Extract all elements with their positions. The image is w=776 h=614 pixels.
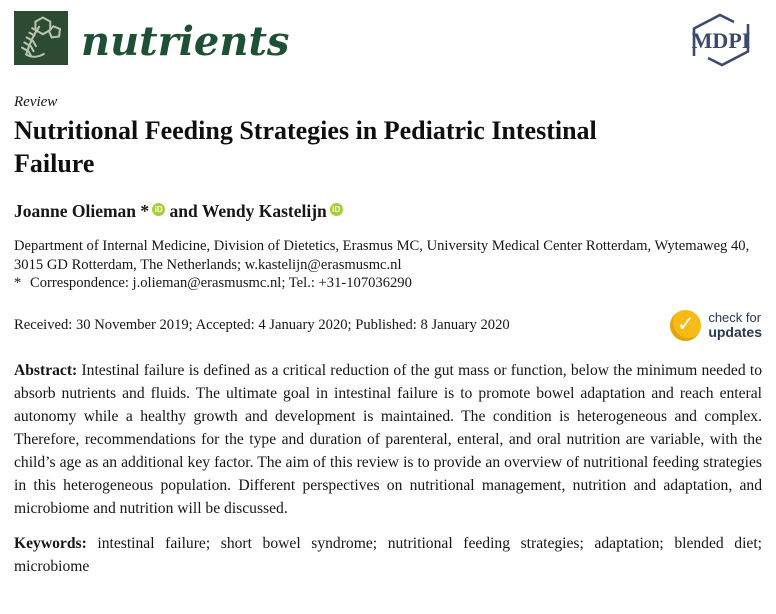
wheat-molecule-icon xyxy=(16,11,66,66)
authors-line xyxy=(14,201,762,222)
correspondence-marker: * xyxy=(14,275,22,292)
badge-line1: check for xyxy=(708,310,762,326)
check-for-updates-badge[interactable] xyxy=(670,310,762,341)
badge-text xyxy=(708,311,762,340)
author-name: Joanne Olieman * xyxy=(14,201,150,221)
abstract-label: Abstract: xyxy=(14,361,78,379)
orcid-icon[interactable]: iD xyxy=(330,203,343,216)
badge-line2: updates xyxy=(708,324,762,341)
page-title: Nutritional Feeding Strategies in Pediatric Intestinal Failure xyxy=(14,116,597,178)
authors-joiner: and xyxy=(169,201,198,221)
dates-line: Received: 30 November 2019; Accepted: 4 January 2020; Published: 8 January 2020 xyxy=(14,317,510,334)
abstract-text: Intestinal failure is defined as a critical reduction of the gut mass or function, below the minimum needed to absorb nutrients and fluids. The ultimate goal in intestinal failure is to promote bowel adaptation and reach enteral autonomy while a healthy growth and development is maintained. The condition is heterogeneous and complex. Therefore, recommendations for the type and duration of parenteral, enteral, and oral nutrition are variable, with the child’s age as an additional key factor. The aim of this review is to provide an overview of nutritional feeding strategies in this heterogeneous population. Different perspectives on nutritional management, nutrition and adaptation, and microbiome and nutrition will be discussed. xyxy=(14,361,762,517)
meta-row xyxy=(14,307,762,345)
article-type-label: Review xyxy=(14,94,58,110)
orcid-icon[interactable]: iD xyxy=(152,203,165,216)
mdpi-logo xyxy=(680,11,762,74)
keywords-paragraph xyxy=(14,532,762,578)
affiliation-text: Department of Internal Medicine, Division of Dietetics, Erasmus MC, University Medical Center Rotterdam, Wytemaweg 40, 3015 GD Rotterdam, The Netherlands; w.kastelijn@erasmusmc.nl xyxy=(14,238,750,273)
nutrients-logo xyxy=(14,11,68,65)
checkmark-icon: ✓ xyxy=(670,310,701,341)
journal-brand xyxy=(14,9,289,65)
abstract-paragraph xyxy=(14,359,762,520)
mdpi-wordmark: MDPI xyxy=(691,28,751,53)
masthead xyxy=(14,9,762,71)
correspondence-text: Correspondence: j.olieman@erasmusmc.nl; Tel.: +31-107036290 xyxy=(30,275,412,292)
correspondence-line xyxy=(14,274,762,293)
keywords-label: Keywords: xyxy=(14,534,87,552)
keywords-text: intestinal failure; short bowel syndrome; nutritional feeding strategies; adaptation; blended diet; microbiome xyxy=(14,534,762,575)
journal-title: nutrients xyxy=(81,18,290,65)
author-name: Wendy Kastelijn xyxy=(201,201,327,221)
